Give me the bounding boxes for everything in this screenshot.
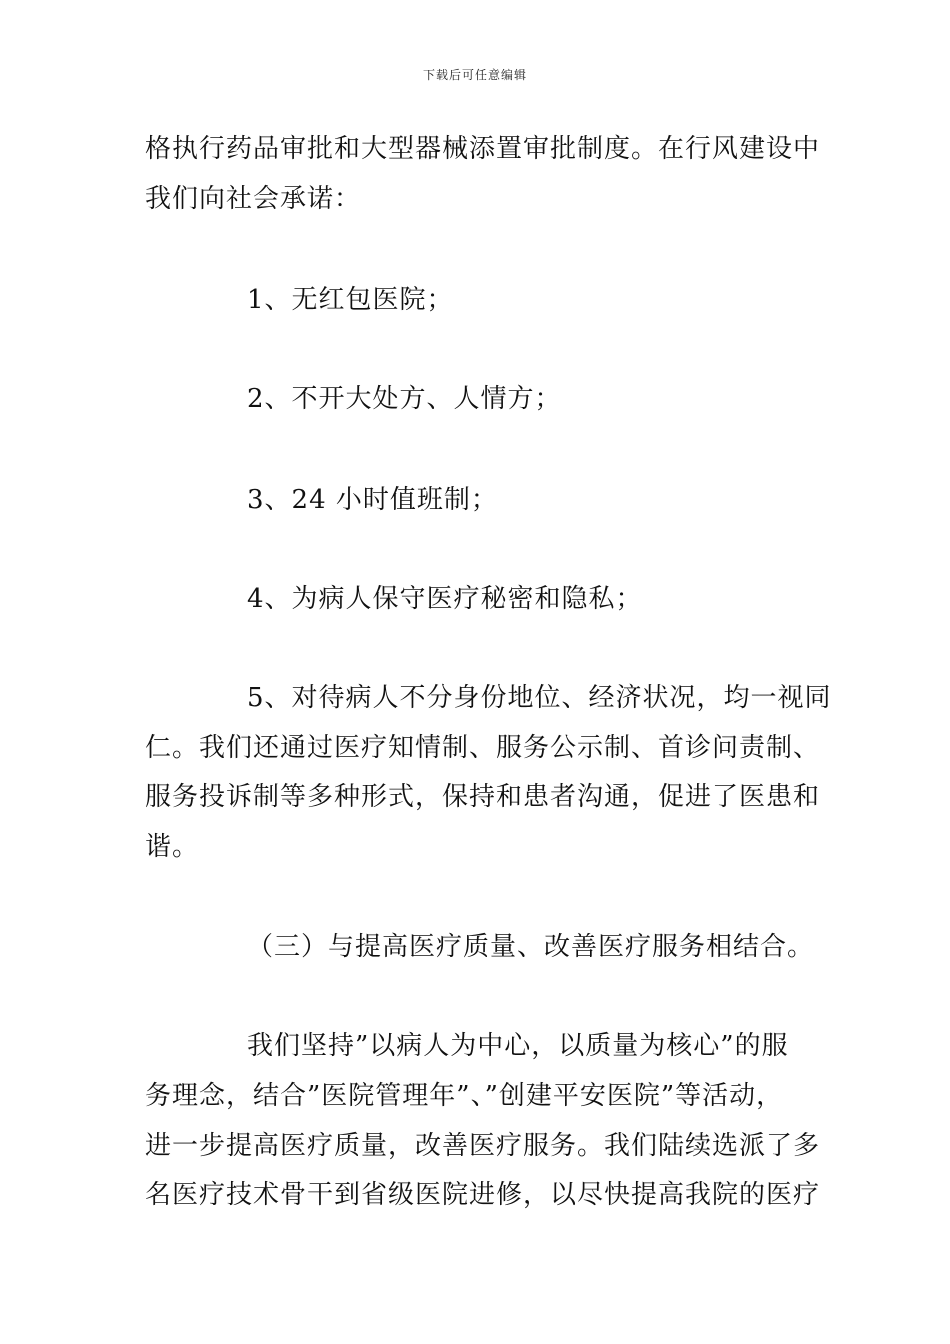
list-item: 2、不开大处方、人情方； [247, 384, 562, 414]
list-item: 3、24 小时值班制； [247, 485, 498, 515]
paragraph-line: 格执行药品审批和大型器械添置审批制度。在行风建设中 [145, 134, 821, 164]
list-item: 1、无红包医院； [247, 285, 454, 315]
paragraph-line: 谐。 [145, 832, 200, 862]
paragraph-line: 我们坚持”以病人为中心，以质量为核心”的服 [247, 1031, 789, 1061]
list-item: 4、为病人保守医疗秘密和隐私； [247, 584, 643, 614]
paragraph-line: 服务投诉制等多种形式，保持和患者沟通，促进了医患和 [145, 782, 821, 812]
paragraph-line: 我们向社会承诺： [145, 184, 362, 214]
paragraph-line: 仁。我们还通过医疗知情制、服务公示制、首诊问责制、 [145, 733, 821, 763]
list-item: 5、对待病人不分身份地位、经济状况，均一视同 [247, 683, 832, 713]
paragraph-line: 进一步提高医疗质量，改善医疗服务。我们陆续选派了多 [145, 1131, 821, 1161]
page-header: 下载后可任意编辑 [422, 68, 527, 82]
paragraph-line: 务理念，结合”医院管理年”、”创建平安医院”等活动， [145, 1081, 784, 1111]
paragraph-line: 名医疗技术骨干到省级医院进修，以尽快提高我院的医疗 [145, 1180, 821, 1210]
section-heading: （三）与提高医疗质量、改善医疗服务相结合。 [247, 932, 815, 962]
